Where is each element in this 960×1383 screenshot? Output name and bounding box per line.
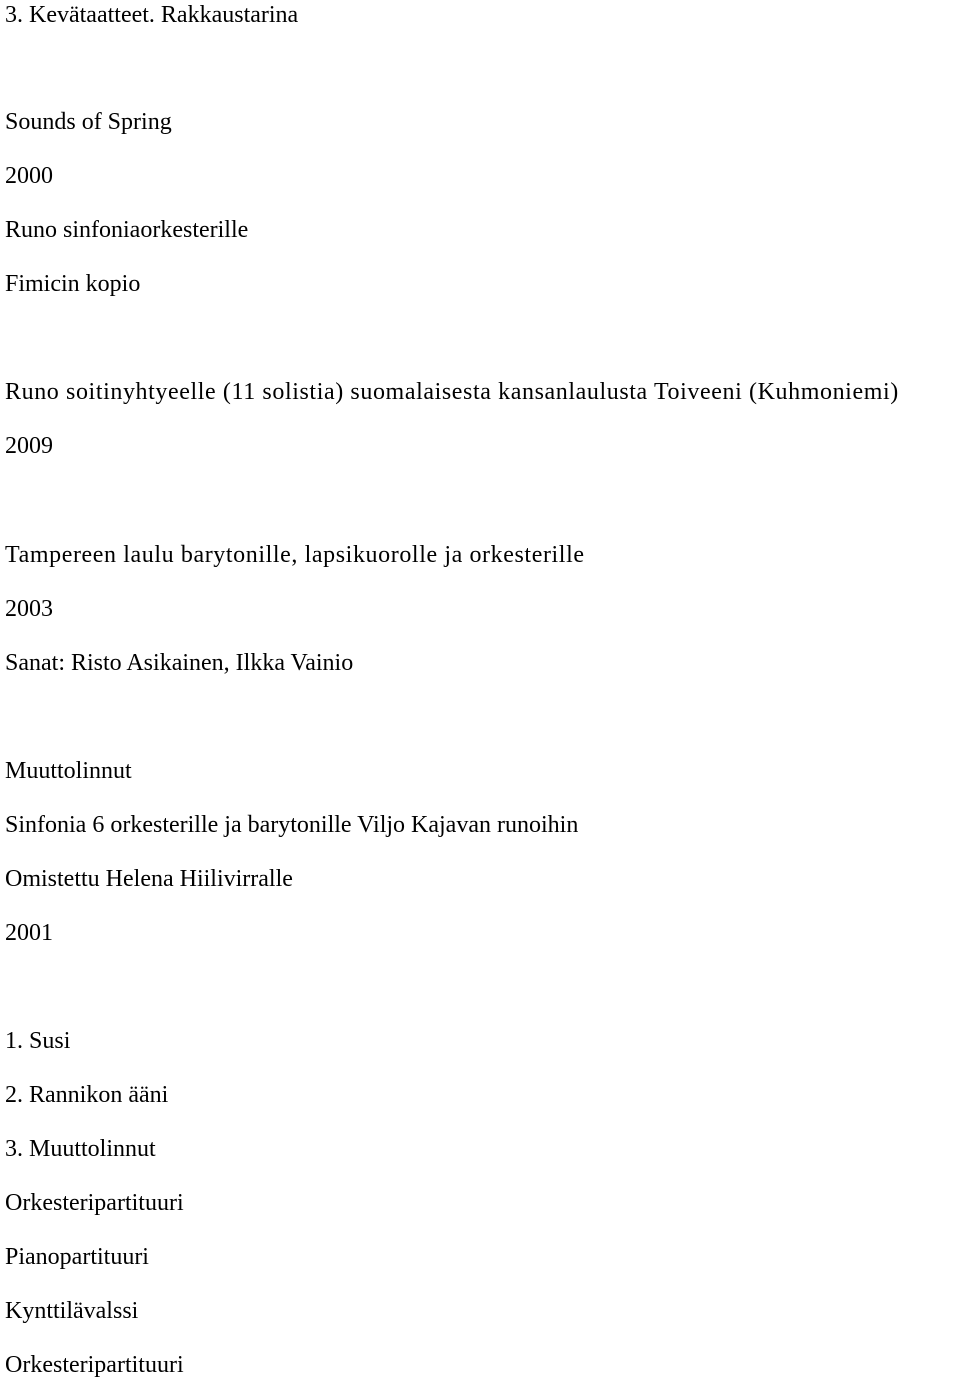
heading-top: 3. Kevätaatteet. Rakkaustarina [5,2,299,28]
work1-year: 2000 [5,163,53,189]
work3-year: 2003 [5,596,53,622]
work4-year: 2001 [5,920,53,946]
score-orchestral: Orkesteripartituuri [5,1190,184,1216]
work5-score: Orkesteripartituuri [5,1352,184,1378]
work1-title: Sounds of Spring [5,109,172,135]
movement-1: 1. Susi [5,1028,71,1054]
work2-desc: Runo soitinyhtyeelle (11 solistia) suomalaisesta kansanlaulusta Toiveeni (Kuhmoniemi) [5,379,899,405]
movement-3: 3. Muuttolinnut [5,1136,156,1162]
work4-title: Muuttolinnut [5,758,132,784]
work3-lyrics: Sanat: Risto Asikainen, Ilkka Vainio [5,650,354,676]
score-piano: Pianopartituuri [5,1244,149,1270]
work5-title: Kynttilävalssi [5,1298,139,1324]
work4-desc: Sinfonia 6 orkesterille ja barytonille Viljo Kajavan runoihin [5,812,579,838]
work3-title: Tampereen laulu barytonille, lapsikuorolle ja orkesterille [5,542,585,568]
work1-desc: Runo sinfoniaorkesterille [5,217,249,243]
work4-dedication: Omistettu Helena Hiilivirralle [5,866,293,892]
work2-year: 2009 [5,433,53,459]
work1-note: Fimicin kopio [5,271,141,297]
movement-2: 2. Rannikon ääni [5,1082,169,1108]
